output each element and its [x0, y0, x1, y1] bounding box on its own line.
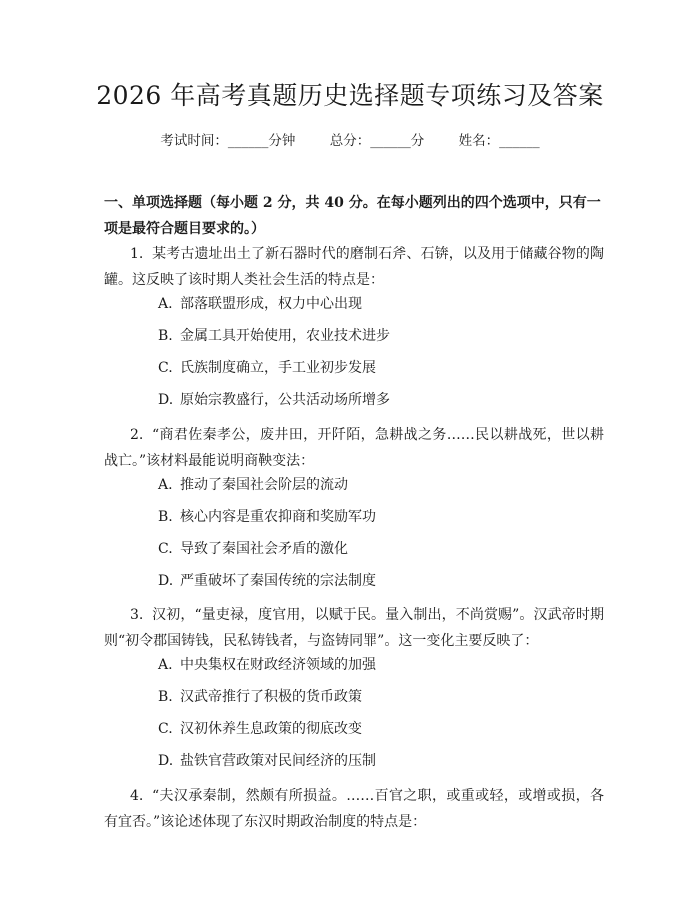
question-1-option-a — [158, 293, 598, 315]
question-1-option-d — [158, 389, 598, 411]
question-text: 某考古遗址出土了新石器时代的磨制石斧、石锛，以及用于储藏谷物的陶罐。这反映了该时期人类社会生活的特点是： — [104, 246, 604, 288]
exam-info-line — [0, 129, 700, 153]
question-3-option-b — [158, 686, 598, 708]
score-label: 总分： — [329, 133, 371, 149]
question-2-stem — [104, 422, 604, 474]
option-letter: B. — [158, 689, 173, 705]
question-text: “夫汉承秦制，然颇有所损益。……百官之职，或重或轻，或增或损，各有宜否。”该论述体现了东汉时期政治制度的特点是： — [104, 788, 604, 830]
section-heading: 一、单项选择题（每小题 2 分，共 40 分。在每小题列出的四个选项中，只有一项是最符合题目要求的。） — [104, 195, 601, 237]
question-1-option-c — [158, 357, 598, 379]
question-4-stem — [104, 783, 604, 835]
question-number: 3. — [130, 607, 144, 623]
question-number: 2. — [130, 427, 144, 443]
question-3-stem — [104, 602, 604, 654]
time-blank: ______ — [227, 133, 269, 149]
question-2-option-b — [158, 506, 598, 528]
option-letter: A. — [158, 477, 173, 493]
option-text: 导致了秦国社会矛盾的激化 — [180, 541, 348, 557]
option-text: 中央集权在财政经济领域的加强 — [180, 657, 376, 673]
time-label: 考试时间： — [160, 133, 228, 149]
page-title: 2026 年高考真题历史选择题专项练习及答案 — [96, 81, 604, 110]
option-text: 金属工具开始使用，农业技术进步 — [180, 328, 390, 344]
option-letter: D. — [158, 392, 174, 408]
question-2-option-a — [158, 474, 598, 496]
option-letter: C. — [158, 541, 173, 557]
option-text: 氏族制度确立，手工业初步发展 — [180, 360, 376, 376]
option-text: 汉武帝推行了积极的货币政策 — [180, 689, 362, 705]
option-letter: A. — [158, 657, 173, 673]
score-blank: ______ — [370, 133, 411, 149]
name-blank: ______ — [499, 133, 540, 149]
option-letter: B. — [158, 328, 173, 344]
question-3-option-a — [158, 654, 598, 676]
score-unit: 分 — [410, 133, 425, 149]
option-text: 严重破坏了秦国传统的宗法制度 — [180, 573, 376, 589]
option-letter: D. — [158, 753, 174, 769]
option-text: 盐铁官营政策对民间经济的压制 — [180, 753, 376, 769]
question-1-option-b — [158, 325, 598, 347]
question-text: “商君佐秦孝公，废井田，开阡陌，急耕战之务……民以耕战死，世以耕战亡。”该材料最能说明商鞅变法： — [104, 427, 604, 469]
option-letter: A. — [158, 296, 173, 312]
option-letter: C. — [158, 721, 173, 737]
option-text: 核心内容是重农抑商和奖励军功 — [180, 509, 376, 525]
question-1-stem — [104, 241, 604, 293]
question-2-option-d — [158, 570, 598, 592]
question-3-option-d — [158, 750, 598, 772]
option-text: 原始宗教盛行，公共活动场所增多 — [180, 392, 390, 408]
question-number: 4. — [130, 788, 144, 804]
question-number: 1. — [130, 246, 144, 262]
question-3-option-c — [158, 718, 598, 740]
time-unit: 分钟 — [268, 133, 296, 149]
name-label: 姓名： — [458, 133, 500, 149]
question-text: 汉初，“量吏禄，度官用，以赋于民。量入制出，不尚赏赐”。汉武帝时期则“初令郡国铸钱，民私铸钱者，与盗铸同罪”。这一变化主要反映了： — [104, 607, 604, 649]
question-2-option-c — [158, 538, 598, 560]
option-letter: C. — [158, 360, 173, 376]
option-letter: D. — [158, 573, 174, 589]
option-text: 推动了秦国社会阶层的流动 — [180, 477, 348, 493]
option-letter: B. — [158, 509, 173, 525]
option-text: 部落联盟形成，权力中心出现 — [180, 296, 362, 312]
option-text: 汉初休养生息政策的彻底改变 — [180, 721, 362, 737]
